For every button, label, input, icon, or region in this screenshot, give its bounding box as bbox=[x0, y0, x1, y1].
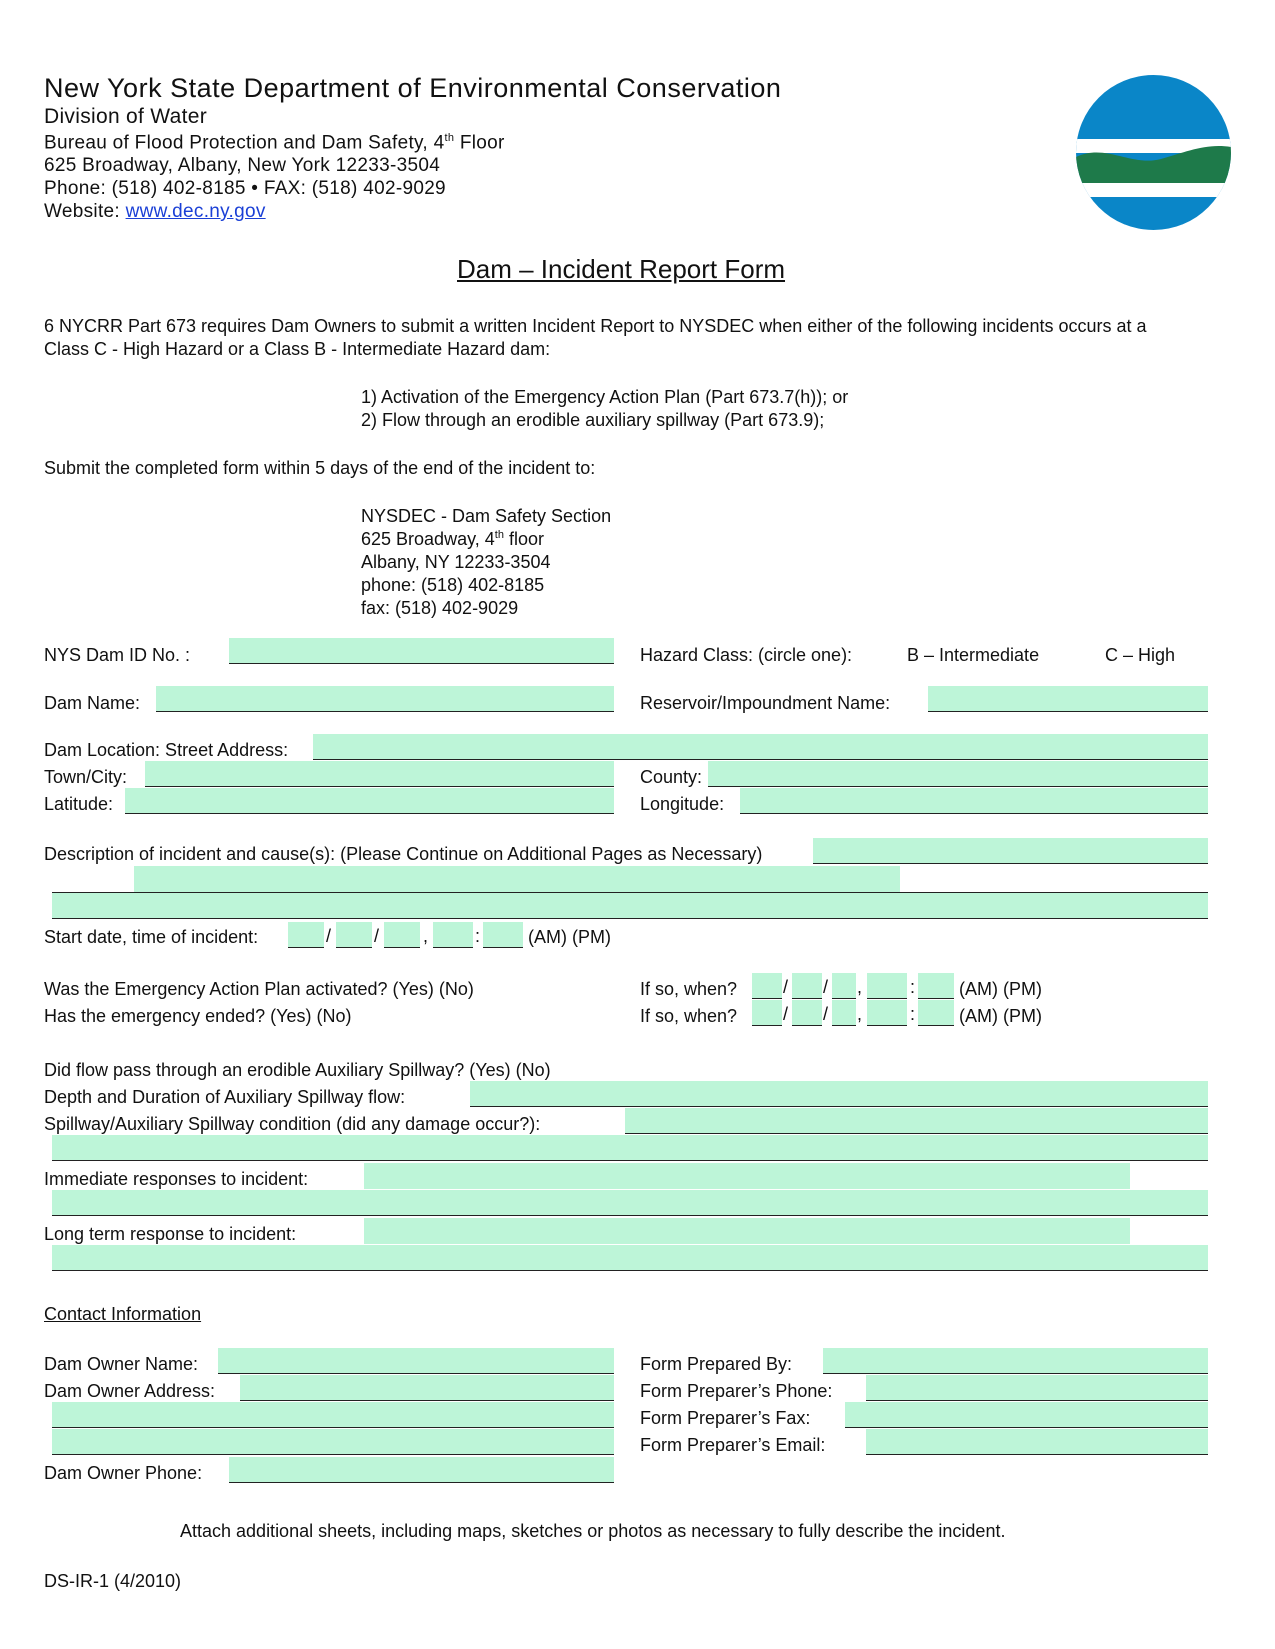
prepared-by-label: Form Prepared By: bbox=[640, 1354, 793, 1374]
start-year-field[interactable] bbox=[384, 922, 420, 948]
preparer-email-field[interactable] bbox=[866, 1429, 1208, 1455]
street-address-label: Dam Location: Street Address: bbox=[44, 740, 289, 760]
longterm-response-label: Long term response to incident: bbox=[44, 1224, 297, 1244]
eap-year-field[interactable] bbox=[832, 973, 856, 999]
agency-name: New York State Department of Environmental Conservation bbox=[44, 73, 782, 103]
website-link[interactable]: www.dec.ny.gov bbox=[125, 201, 266, 222]
latitude-label: Latitude: bbox=[44, 794, 114, 814]
submit-instruction: Submit the completed form within 5 days of the end of the incident to: bbox=[44, 458, 596, 478]
intro-line-2: Class C - High Hazard or a Class B - Intermediate Hazard dam: bbox=[44, 339, 551, 359]
intro-item-1: 1) Activation of the Emergency Action Plan (Part 673.7(h)); or bbox=[361, 387, 849, 407]
owner-phone-field[interactable] bbox=[229, 1457, 614, 1483]
hazard-option-c[interactable]: C – High bbox=[1105, 645, 1176, 665]
town-label: Town/City: bbox=[44, 767, 128, 787]
bureau-phone-fax: Phone: (518) 402-8185 • FAX: (518) 402-9029 bbox=[44, 178, 446, 199]
longterm-response-field-2[interactable] bbox=[52, 1245, 1208, 1271]
start-ampm[interactable]: (AM) (PM) bbox=[528, 927, 611, 947]
immediate-response-field-2[interactable] bbox=[52, 1190, 1208, 1216]
ended-slash-2: / bbox=[823, 1004, 829, 1024]
start-date-slash-1: / bbox=[326, 926, 332, 946]
mailing-line-5: fax: (518) 402-9029 bbox=[361, 598, 519, 618]
eap-comma: , bbox=[857, 977, 863, 997]
dam-id-label: NYS Dam ID No. : bbox=[44, 645, 191, 665]
form-title: Dam – Incident Report Form bbox=[457, 254, 786, 284]
ended-slash-1: / bbox=[783, 1004, 789, 1024]
county-label: County: bbox=[640, 767, 703, 787]
dam-name-field[interactable] bbox=[156, 686, 614, 712]
ended-when-label: If so, when? bbox=[640, 1006, 738, 1026]
depth-duration-field[interactable] bbox=[470, 1081, 1208, 1107]
ended-month-field[interactable] bbox=[752, 1000, 782, 1026]
bureau-name: Bureau of Flood Protection and Dam Safety, 4th Floor bbox=[44, 132, 505, 154]
ended-ampm[interactable]: (AM) (PM) bbox=[959, 1006, 1042, 1026]
reservoir-label: Reservoir/Impoundment Name: bbox=[640, 693, 891, 713]
eap-question[interactable]: Was the Emergency Action Plan activated? (Yes) (No) bbox=[44, 979, 474, 999]
owner-phone-label: Dam Owner Phone: bbox=[44, 1463, 203, 1483]
start-date-label: Start date, time of incident: bbox=[44, 927, 259, 947]
dam-id-field[interactable] bbox=[229, 638, 614, 664]
hazard-option-b[interactable]: B – Intermediate bbox=[907, 645, 1040, 665]
form-code: DS-IR-1 (4/2010) bbox=[44, 1571, 182, 1591]
preparer-fax-label: Form Preparer’s Fax: bbox=[640, 1408, 811, 1428]
immediate-response-field[interactable] bbox=[364, 1163, 1130, 1189]
spillway-condition-field[interactable] bbox=[625, 1108, 1208, 1134]
description-field-3[interactable] bbox=[52, 893, 1208, 919]
latitude-field[interactable] bbox=[125, 788, 614, 814]
eap-ampm[interactable]: (AM) (PM) bbox=[959, 979, 1042, 999]
ended-hour-field[interactable] bbox=[867, 1000, 907, 1026]
eap-hour-field[interactable] bbox=[867, 973, 907, 999]
depth-duration-label: Depth and Duration of Auxiliary Spillway flow: bbox=[44, 1087, 406, 1107]
eap-when-label: If so, when? bbox=[640, 979, 738, 999]
immediate-response-label: Immediate responses to incident: bbox=[44, 1169, 309, 1189]
ended-comma: , bbox=[857, 1004, 863, 1024]
eap-slash-2: / bbox=[823, 977, 829, 997]
website-line: Website: www.dec.ny.gov bbox=[44, 201, 266, 222]
attach-note: Attach additional sheets, including maps, sketches or photos as necessary to fully describe the incident. bbox=[180, 1521, 1006, 1541]
ended-year-field[interactable] bbox=[832, 1000, 856, 1026]
description-label: Description of incident and cause(s): (Please Continue on Additional Pages as Necessary) bbox=[44, 844, 763, 864]
start-minute-field[interactable] bbox=[483, 922, 523, 948]
ended-question[interactable]: Has the emergency ended? (Yes) (No) bbox=[44, 1006, 352, 1026]
eap-slash-1: / bbox=[783, 977, 789, 997]
spillway-condition-label: Spillway/Auxiliary Spillway condition (did any damage occur?): bbox=[44, 1114, 541, 1134]
preparer-phone-label: Form Preparer’s Phone: bbox=[640, 1381, 833, 1401]
start-day-field[interactable] bbox=[336, 922, 372, 948]
start-date-comma: , bbox=[423, 926, 429, 946]
longitude-label: Longitude: bbox=[640, 794, 725, 814]
mailing-line-1: NYSDEC - Dam Safety Section bbox=[361, 506, 612, 526]
reservoir-field[interactable] bbox=[928, 686, 1208, 712]
start-hour-field[interactable] bbox=[433, 922, 473, 948]
division-name: Division of Water bbox=[44, 105, 208, 128]
mailing-line-4: phone: (518) 402-8185 bbox=[361, 575, 545, 595]
owner-address-field-1[interactable] bbox=[240, 1375, 614, 1401]
mailing-line-2: 625 Broadway, 4th floor bbox=[361, 529, 544, 549]
eap-minute-field[interactable] bbox=[918, 973, 954, 999]
owner-address-field-3[interactable] bbox=[52, 1429, 614, 1455]
description-field-1[interactable] bbox=[813, 838, 1208, 864]
longterm-response-field[interactable] bbox=[364, 1218, 1130, 1244]
owner-address-label: Dam Owner Address: bbox=[44, 1381, 216, 1401]
spillway-question[interactable]: Did flow pass through an erodible Auxiliary Spillway? (Yes) (No) bbox=[44, 1060, 551, 1080]
ended-day-field[interactable] bbox=[792, 1000, 822, 1026]
preparer-fax-field[interactable] bbox=[845, 1402, 1208, 1428]
street-address-field[interactable] bbox=[313, 734, 1208, 760]
start-month-field[interactable] bbox=[288, 922, 324, 948]
ended-colon: : bbox=[910, 1004, 916, 1024]
start-time-colon: : bbox=[475, 926, 481, 946]
prepared-by-field[interactable] bbox=[823, 1348, 1208, 1374]
description-field-2[interactable] bbox=[134, 866, 900, 892]
preparer-email-label: Form Preparer’s Email: bbox=[640, 1435, 826, 1455]
county-field[interactable] bbox=[708, 761, 1208, 787]
intro-line-1: 6 NYCRR Part 673 requires Dam Owners to submit a written Incident Report to NYSDEC when either of the following incidents occurs at a bbox=[44, 316, 1147, 336]
longitude-field[interactable] bbox=[740, 788, 1208, 814]
intro-item-2: 2) Flow through an erodible auxiliary spillway (Part 673.9); bbox=[361, 410, 825, 430]
hazard-class-label: Hazard Class: (circle one): bbox=[640, 645, 853, 665]
owner-name-field[interactable] bbox=[218, 1348, 614, 1374]
mailing-line-3: Albany, NY 12233-3504 bbox=[361, 552, 551, 572]
eap-month-field[interactable] bbox=[752, 973, 782, 999]
ended-minute-field[interactable] bbox=[918, 1000, 954, 1026]
eap-day-field[interactable] bbox=[792, 973, 822, 999]
contact-heading: Contact Information bbox=[44, 1304, 202, 1324]
nysdec-logo bbox=[1076, 75, 1231, 230]
owner-address-field-2[interactable] bbox=[52, 1402, 614, 1428]
owner-name-label: Dam Owner Name: bbox=[44, 1354, 199, 1374]
bureau-address: 625 Broadway, Albany, New York 12233-3504 bbox=[44, 155, 441, 176]
eap-colon: : bbox=[910, 977, 916, 997]
preparer-phone-field[interactable] bbox=[866, 1375, 1208, 1401]
start-date-slash-2: / bbox=[374, 926, 380, 946]
spillway-condition-field-2[interactable] bbox=[52, 1135, 1208, 1161]
dam-name-label: Dam Name: bbox=[44, 693, 141, 713]
town-field[interactable] bbox=[145, 761, 614, 787]
